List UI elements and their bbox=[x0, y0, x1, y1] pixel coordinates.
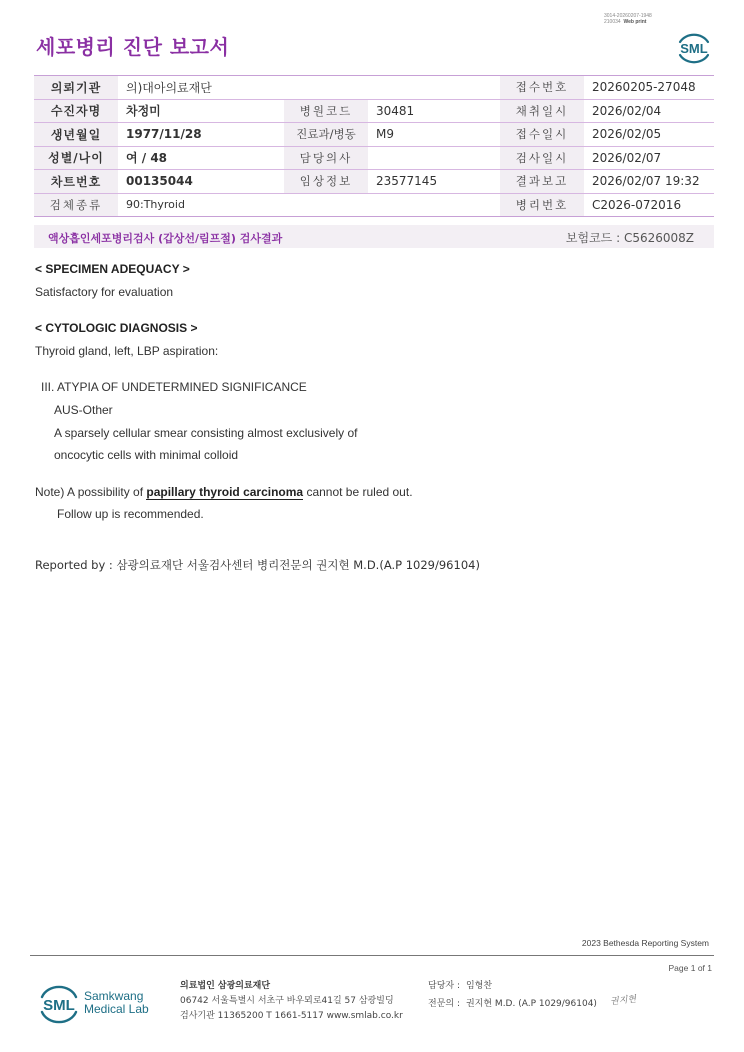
table-row bbox=[34, 99, 714, 123]
diagnosis-description-line1: A sparsely cellular smear consisting almost exclusively of bbox=[54, 426, 358, 440]
value-hospital-code: 30481 bbox=[368, 99, 500, 123]
page-number: Page 1 of 1 bbox=[668, 963, 712, 973]
label-sex-age: 성별/나이 bbox=[34, 146, 118, 170]
reported-by: Reported by : 삼광의료재단 서울검사센터 병리전문의 권지현 M.D.(A.P 1029/96104) bbox=[35, 558, 480, 572]
value-test-date: 2026/02/07 bbox=[584, 146, 714, 170]
label-result-report: 결과보고 bbox=[500, 170, 584, 194]
label-chart-number: 차트번호 bbox=[34, 170, 118, 194]
label-attending-doctor: 담당의사 bbox=[284, 146, 368, 170]
label-birth-date: 생년월일 bbox=[34, 123, 118, 147]
diagnosis-site: Thyroid gland, left, LBP aspiration: bbox=[35, 344, 219, 358]
print-id-line2: 210034 bbox=[604, 19, 621, 25]
organization-info bbox=[180, 979, 403, 1024]
label-specimen-type: 검체종류 bbox=[34, 193, 118, 217]
label-patient-name: 수진자명 bbox=[34, 99, 118, 123]
label-pathology-number: 병리번호 bbox=[500, 193, 584, 217]
footer-divider bbox=[30, 955, 714, 956]
print-id bbox=[604, 13, 652, 25]
value-patient-name: 차정미 bbox=[118, 99, 284, 123]
sml-logo-icon bbox=[36, 981, 82, 1025]
table-row bbox=[34, 76, 714, 100]
specimen-adequacy-heading: < SPECIMEN ADEQUACY > bbox=[35, 262, 190, 276]
print-id-line1: 3014-20260207-1948 bbox=[604, 13, 652, 19]
logo-text: SML bbox=[680, 41, 708, 56]
specialist-label: 전문의 : bbox=[428, 999, 460, 1009]
value-pathology-number: C2026-072016 bbox=[584, 193, 714, 217]
cytologic-diagnosis-heading: < CYTOLOGIC DIAGNOSIS > bbox=[35, 321, 198, 335]
specialist-name: 권지현 M.D. (A.P 1029/96104) bbox=[465, 999, 597, 1009]
reporting-system: 2023 Bethesda Reporting System bbox=[581, 938, 709, 948]
label-requesting-institution: 의뢰기관 bbox=[34, 76, 118, 100]
note-prefix: Note) A possibility of bbox=[35, 485, 147, 499]
value-collection-date: 2026/02/04 bbox=[584, 99, 714, 123]
value-attending-doctor bbox=[368, 146, 500, 170]
label-department-ward: 진료과/병동 bbox=[284, 123, 368, 147]
value-birth-date: 1977/11/28 bbox=[118, 123, 284, 147]
note-suffix: cannot be ruled out. bbox=[303, 485, 413, 499]
value-chart-number: 00135044 bbox=[118, 170, 284, 194]
value-department-ward: M9 bbox=[368, 123, 500, 147]
label-clinical-info: 임상정보 bbox=[284, 170, 368, 194]
value-requesting-institution: 의)대아의료재단 bbox=[118, 76, 500, 100]
logo-text: SML bbox=[43, 997, 75, 1014]
diagnosis-category: III. ATYPIA OF UNDETERMINED SIGNIFICANCE bbox=[41, 380, 307, 394]
label-receipt-date: 접수일시 bbox=[500, 123, 584, 147]
note-line bbox=[35, 485, 413, 499]
organization-name: 의료법인 삼광의료재단 bbox=[180, 981, 271, 991]
company-name bbox=[84, 990, 149, 1016]
table-row bbox=[34, 146, 714, 170]
sml-logo-icon bbox=[674, 28, 714, 66]
company-name-line1: Samkwang bbox=[84, 989, 144, 1003]
diagnosis-description-line2: oncocytic cells with minimal colloid bbox=[54, 448, 239, 462]
label-receipt-number: 접수번호 bbox=[500, 76, 584, 100]
insurance-code: 보험코드 : C5626008Z bbox=[565, 231, 694, 245]
staff-name: 임형찬 bbox=[465, 981, 493, 991]
table-row bbox=[34, 193, 714, 217]
organization-address: 06742 서울특별시 서초구 바우뫼로41길 57 삼광빌딩 bbox=[180, 996, 394, 1006]
diagnosis-subtype: AUS-Other bbox=[54, 403, 113, 417]
specimen-adequacy-text: Satisfactory for evaluation bbox=[35, 285, 174, 299]
value-sex-age: 여 / 48 bbox=[118, 146, 284, 170]
organization-contact: 검사기관 11365200 T 1661-5117 www.smlab.co.kr bbox=[180, 1011, 403, 1021]
label-test-date: 검사일시 bbox=[500, 146, 584, 170]
label-hospital-code: 병원코드 bbox=[284, 99, 368, 123]
note-follow-up: Follow up is recommended. bbox=[57, 507, 204, 521]
print-mode: Web print bbox=[623, 19, 647, 25]
value-clinical-info: 23577145 bbox=[368, 170, 500, 194]
value-receipt-number: 20260205-27048 bbox=[584, 76, 714, 100]
signature: 권지현 bbox=[609, 994, 637, 1008]
table-row bbox=[34, 170, 714, 194]
report-title: 세포병리 진단 보고서 bbox=[36, 35, 230, 59]
exam-title: 액상흡인세포병리검사 (갑상선/림프절) 검사결과 bbox=[48, 232, 283, 245]
exam-title-bar bbox=[34, 225, 714, 248]
table-row bbox=[34, 123, 714, 147]
patient-info-table bbox=[34, 75, 714, 217]
label-collection-date: 채취일시 bbox=[500, 99, 584, 123]
value-specimen-type: 90:Thyroid bbox=[118, 193, 500, 217]
company-name-line2: Medical Lab bbox=[84, 1002, 149, 1016]
value-result-report: 2026/02/07 19:32 bbox=[584, 170, 714, 194]
value-receipt-date: 2026/02/05 bbox=[584, 123, 714, 147]
staff-info bbox=[428, 979, 597, 1012]
staff-label: 담당자 : bbox=[428, 981, 460, 991]
note-highlight: papillary thyroid carcinoma bbox=[146, 485, 304, 499]
